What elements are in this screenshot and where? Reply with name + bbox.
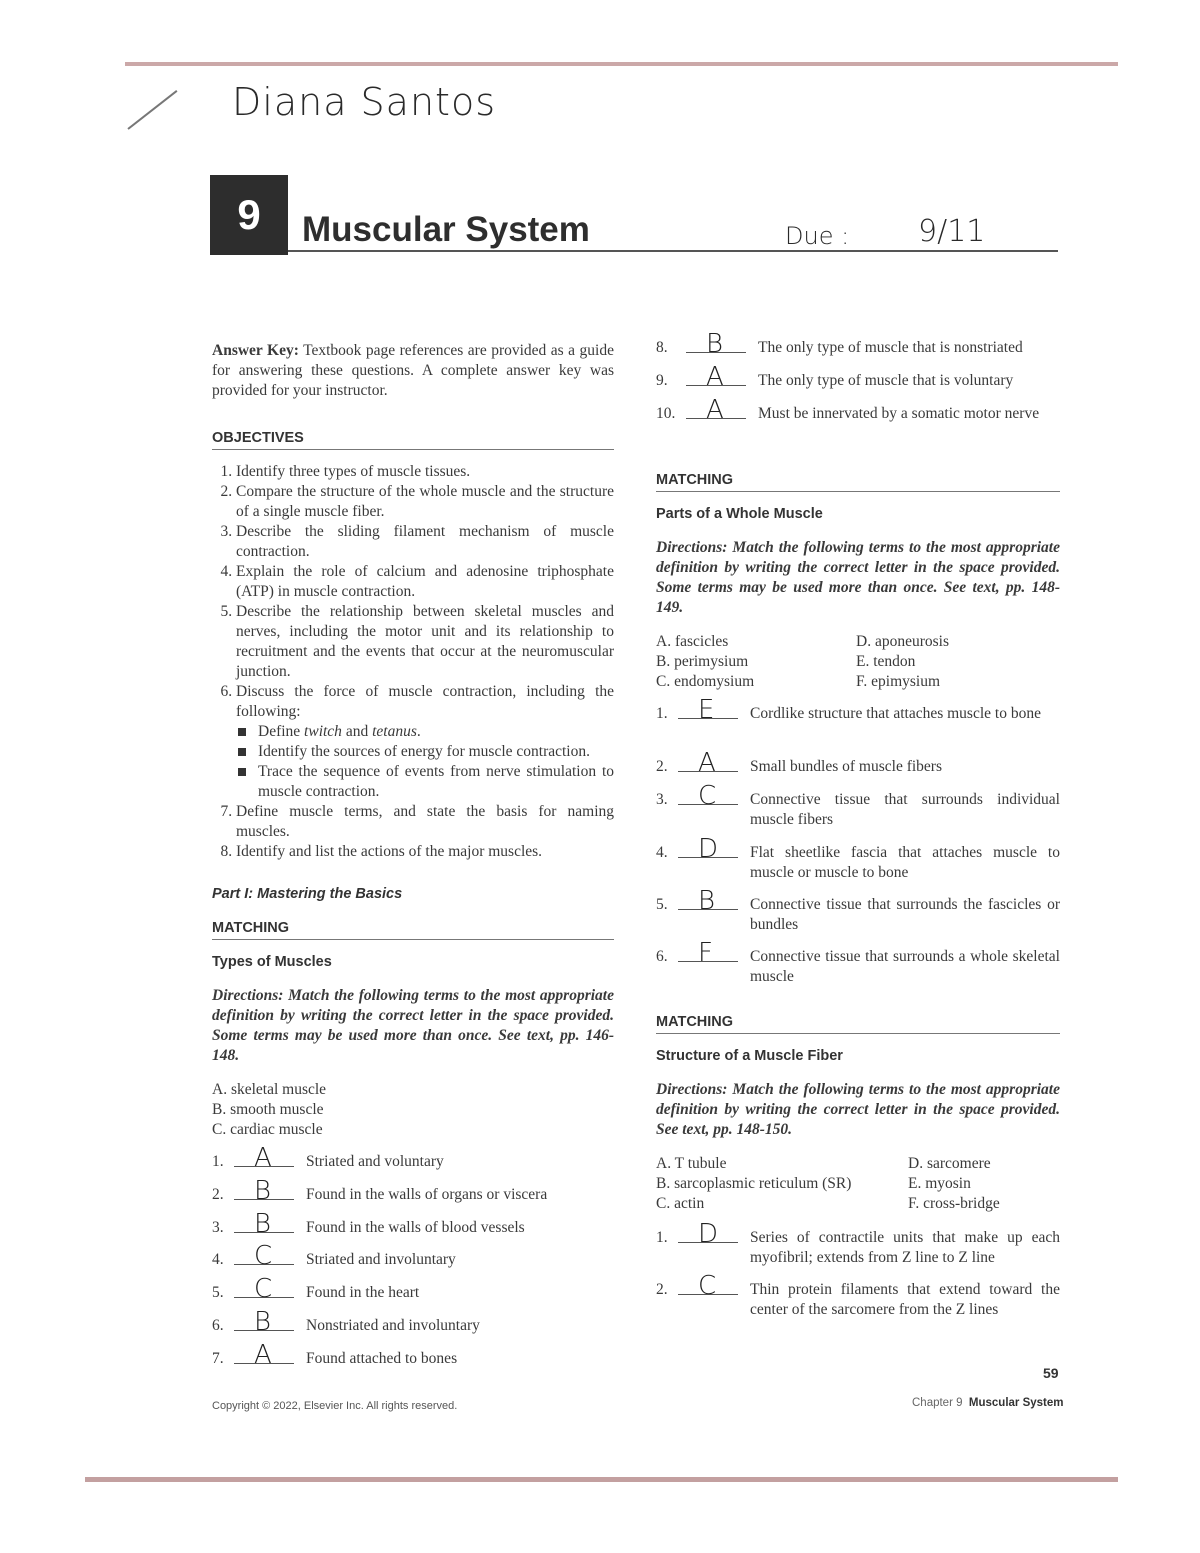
answer-blank[interactable] — [678, 1218, 738, 1249]
handwritten-answer: B — [698, 886, 716, 916]
chapter-number-box: 9 — [210, 175, 288, 255]
option: C. actin — [656, 1195, 705, 1212]
answer-blank[interactable] — [686, 394, 746, 425]
objective-subitem: Identify the sources of energy for muscle contraction. — [238, 742, 614, 762]
answer-blank[interactable] — [234, 1339, 294, 1370]
objectives-list — [212, 462, 614, 862]
handwritten-answer: C — [698, 1271, 717, 1301]
part-one-heading: Part I: Mastering the Basics — [212, 886, 403, 902]
handwritten-answer: A — [706, 362, 724, 392]
whole-muscle-options — [656, 632, 1060, 692]
handwritten-due-label: Due : — [785, 222, 850, 250]
square-bullet-icon — [238, 768, 246, 776]
option: F. cross-bridge — [908, 1195, 1000, 1212]
matching-row: 7. A Found attached to bones — [212, 1340, 458, 1370]
matching-row: 8. B The only type of muscle that is nonstriated — [656, 329, 1023, 359]
objective-subitem: Trace the sequence of events from nerve stimulation to muscle contraction. — [238, 762, 614, 802]
matching-row: 2. C Thin protein filaments that extend toward the center of the sarcomere from the Z lines — [656, 1271, 1060, 1318]
objectives-section — [212, 428, 614, 862]
objective-item — [236, 682, 614, 802]
answer-blank[interactable] — [678, 885, 738, 916]
objective-subitem: Define twitch and tetanus. — [238, 722, 614, 742]
option: A. T tubule — [656, 1155, 727, 1172]
handwritten-answer: F — [698, 938, 713, 968]
matching-row: 3. B Found in the walls of blood vessels — [212, 1209, 525, 1239]
answer-blank[interactable] — [686, 328, 746, 359]
option: A. skeletal muscle — [212, 1081, 327, 1098]
handwritten-due-date: 9/11 — [918, 214, 986, 249]
answer-key-text: Textbook page references are provided as a guide for answering these questions. A complete answer key was provided for your instructor. — [212, 342, 614, 399]
answer-blank[interactable] — [234, 1142, 294, 1173]
answer-blank[interactable] — [678, 694, 738, 725]
handwritten-answer: D — [698, 1219, 719, 1249]
answer-blank[interactable] — [678, 780, 738, 811]
objective-item: 5. Describe the relationship between skeletal muscles and nerves, including the motor unit and its relationship to recruitment and the events that occur at the neuromuscular junction. — [236, 602, 614, 682]
matching-row: 4. D Flat sheetlike fascia that attaches muscle to muscle or muscle to bone — [656, 834, 1060, 881]
paper-bottom-edge — [85, 1477, 1118, 1482]
option: A. fascicles — [656, 633, 729, 650]
matching-row: 10. A Must be innervated by a somatic motor nerve — [656, 395, 1040, 425]
answer-blank[interactable] — [234, 1208, 294, 1239]
option: C. cardiac muscle — [212, 1121, 323, 1138]
fiber-section — [656, 1012, 1060, 1214]
handwritten-answer: A — [706, 395, 724, 425]
footer-chapter-label: Chapter 9 — [912, 1397, 963, 1409]
whole-muscle-heading: Parts of a Whole Muscle — [656, 506, 823, 522]
objective-sublist — [236, 722, 614, 802]
fiber-directions: Directions: Match the following terms to the most appropriate definition by writing the correct letter in the space provided. See text, pp. 148-150. — [656, 1081, 1060, 1138]
handwritten-answer: C — [698, 781, 717, 811]
handwritten-answer: A — [698, 748, 716, 778]
answer-blank[interactable] — [234, 1273, 294, 1304]
page-number: 59 — [1043, 1365, 1059, 1381]
option: E. tendon — [856, 653, 916, 670]
handwritten-answer: B — [254, 1307, 272, 1337]
answer-blank[interactable] — [678, 1270, 738, 1301]
answer-blank[interactable] — [678, 747, 738, 778]
objectives-heading: OBJECTIVES — [212, 428, 614, 450]
objective-item: 3. Describe the sliding filament mechanism of muscle contraction. — [236, 522, 614, 562]
matching-heading: MATCHING — [656, 470, 1060, 492]
answer-blank[interactable] — [686, 361, 746, 392]
handwritten-name: Diana Santos — [232, 80, 496, 124]
option: D. aponeurosis — [856, 633, 949, 650]
matching-row: 3. C Connective tissue that surrounds individual muscle fibers — [656, 781, 1060, 828]
square-bullet-icon — [238, 728, 246, 736]
matching-row: 5. B Connective tissue that surrounds the fascicles or bundles — [656, 886, 1060, 933]
whole-muscle-section — [656, 470, 1060, 692]
square-bullet-icon — [238, 748, 246, 756]
fiber-heading: Structure of a Muscle Fiber — [656, 1048, 843, 1064]
handwritten-answer: C — [254, 1241, 273, 1271]
handwritten-answer: A — [254, 1340, 272, 1370]
matching-heading: MATCHING — [656, 1012, 1060, 1034]
handwritten-answer: B — [254, 1209, 272, 1239]
option: F. epimysium — [856, 673, 941, 690]
handwritten-answer: D — [698, 834, 719, 864]
types-options — [212, 1080, 614, 1140]
answer-blank[interactable] — [678, 937, 738, 968]
title-rule — [288, 250, 1058, 252]
objective-item: 4. Explain the role of calcium and adenosine triphosphate (ATP) in muscle contraction. — [236, 562, 614, 602]
handwritten-answer: E — [698, 695, 715, 725]
handwritten-slash-mark — [127, 90, 177, 130]
matching-row: 4. C Striated and involuntary — [212, 1241, 456, 1271]
whole-muscle-directions: Directions: Match the following terms to the most appropriate definition by writing the correct letter in the space provided. Some terms may be used more than once. See text, pp. 148-149. — [656, 539, 1060, 616]
matching-heading: MATCHING — [212, 918, 614, 940]
objective-item: 7. Define muscle terms, and state the basis for naming muscles. — [236, 802, 614, 842]
handwritten-answer: B — [254, 1176, 272, 1206]
option: B. smooth muscle — [212, 1101, 324, 1118]
option: C. endomysium — [656, 673, 755, 690]
answer-blank[interactable] — [234, 1240, 294, 1271]
handwritten-answer: B — [706, 329, 724, 359]
paper-top-edge — [125, 62, 1118, 66]
handwritten-answer: A — [254, 1143, 272, 1173]
matching-row: 1. D Series of contractile units that make up each myofibril; extends from Z line to Z line — [656, 1219, 1060, 1266]
option: B. sarcoplasmic reticulum (SR) — [656, 1175, 852, 1192]
matching-row: 2. B Found in the walls of organs or viscera — [212, 1176, 548, 1206]
option: B. perimysium — [656, 653, 749, 670]
objective-item: 8. Identify and list the actions of the major muscles. — [236, 842, 614, 862]
matching-row: 6. B Nonstriated and involuntary — [212, 1307, 480, 1337]
objective-item-text: Discuss the force of muscle contraction, including the following: — [236, 683, 614, 720]
handwritten-answer: C — [254, 1274, 273, 1304]
copyright-notice: Copyright © 2022, Elsevier Inc. All rights reserved. — [212, 1400, 458, 1412]
matching-row: 5. C Found in the heart — [212, 1274, 420, 1304]
footer-chapter-title: Muscular System — [968, 1397, 1064, 1409]
matching-row: 9. A The only type of muscle that is voluntary — [656, 362, 1014, 392]
answer-key-label: Answer Key: — [212, 342, 299, 359]
option: D. sarcomere — [908, 1155, 991, 1172]
answer-blank[interactable] — [678, 833, 738, 864]
objective-item: 1. Identify three types of muscle tissues. — [236, 462, 614, 482]
answer-key-paragraph — [212, 341, 614, 401]
fiber-options — [656, 1154, 1060, 1214]
matching-row: 2. A Small bundles of muscle fibers — [656, 748, 942, 778]
objective-item: 2. Compare the structure of the whole muscle and the structure of a single muscle fiber. — [236, 482, 614, 522]
types-directions: Directions: Match the following terms to the most appropriate definition by writing the correct letter in the space provided. Some terms may be used more than once. See text, pp. 146-148. — [212, 987, 614, 1064]
answer-blank[interactable] — [234, 1306, 294, 1337]
matching-row: 1. A Striated and voluntary — [212, 1143, 444, 1173]
part-one-section — [212, 884, 614, 1140]
matching-row: 1. E Cordlike structure that attaches muscle to bone — [656, 695, 1041, 725]
option: E. myosin — [908, 1175, 971, 1192]
types-of-muscles-heading: Types of Muscles — [212, 954, 332, 970]
matching-row: 6. F Connective tissue that surrounds a whole skeletal muscle — [656, 938, 1060, 985]
chapter-title: Muscular System — [302, 210, 590, 249]
answer-blank[interactable] — [234, 1175, 294, 1206]
running-footer — [912, 1397, 1064, 1409]
